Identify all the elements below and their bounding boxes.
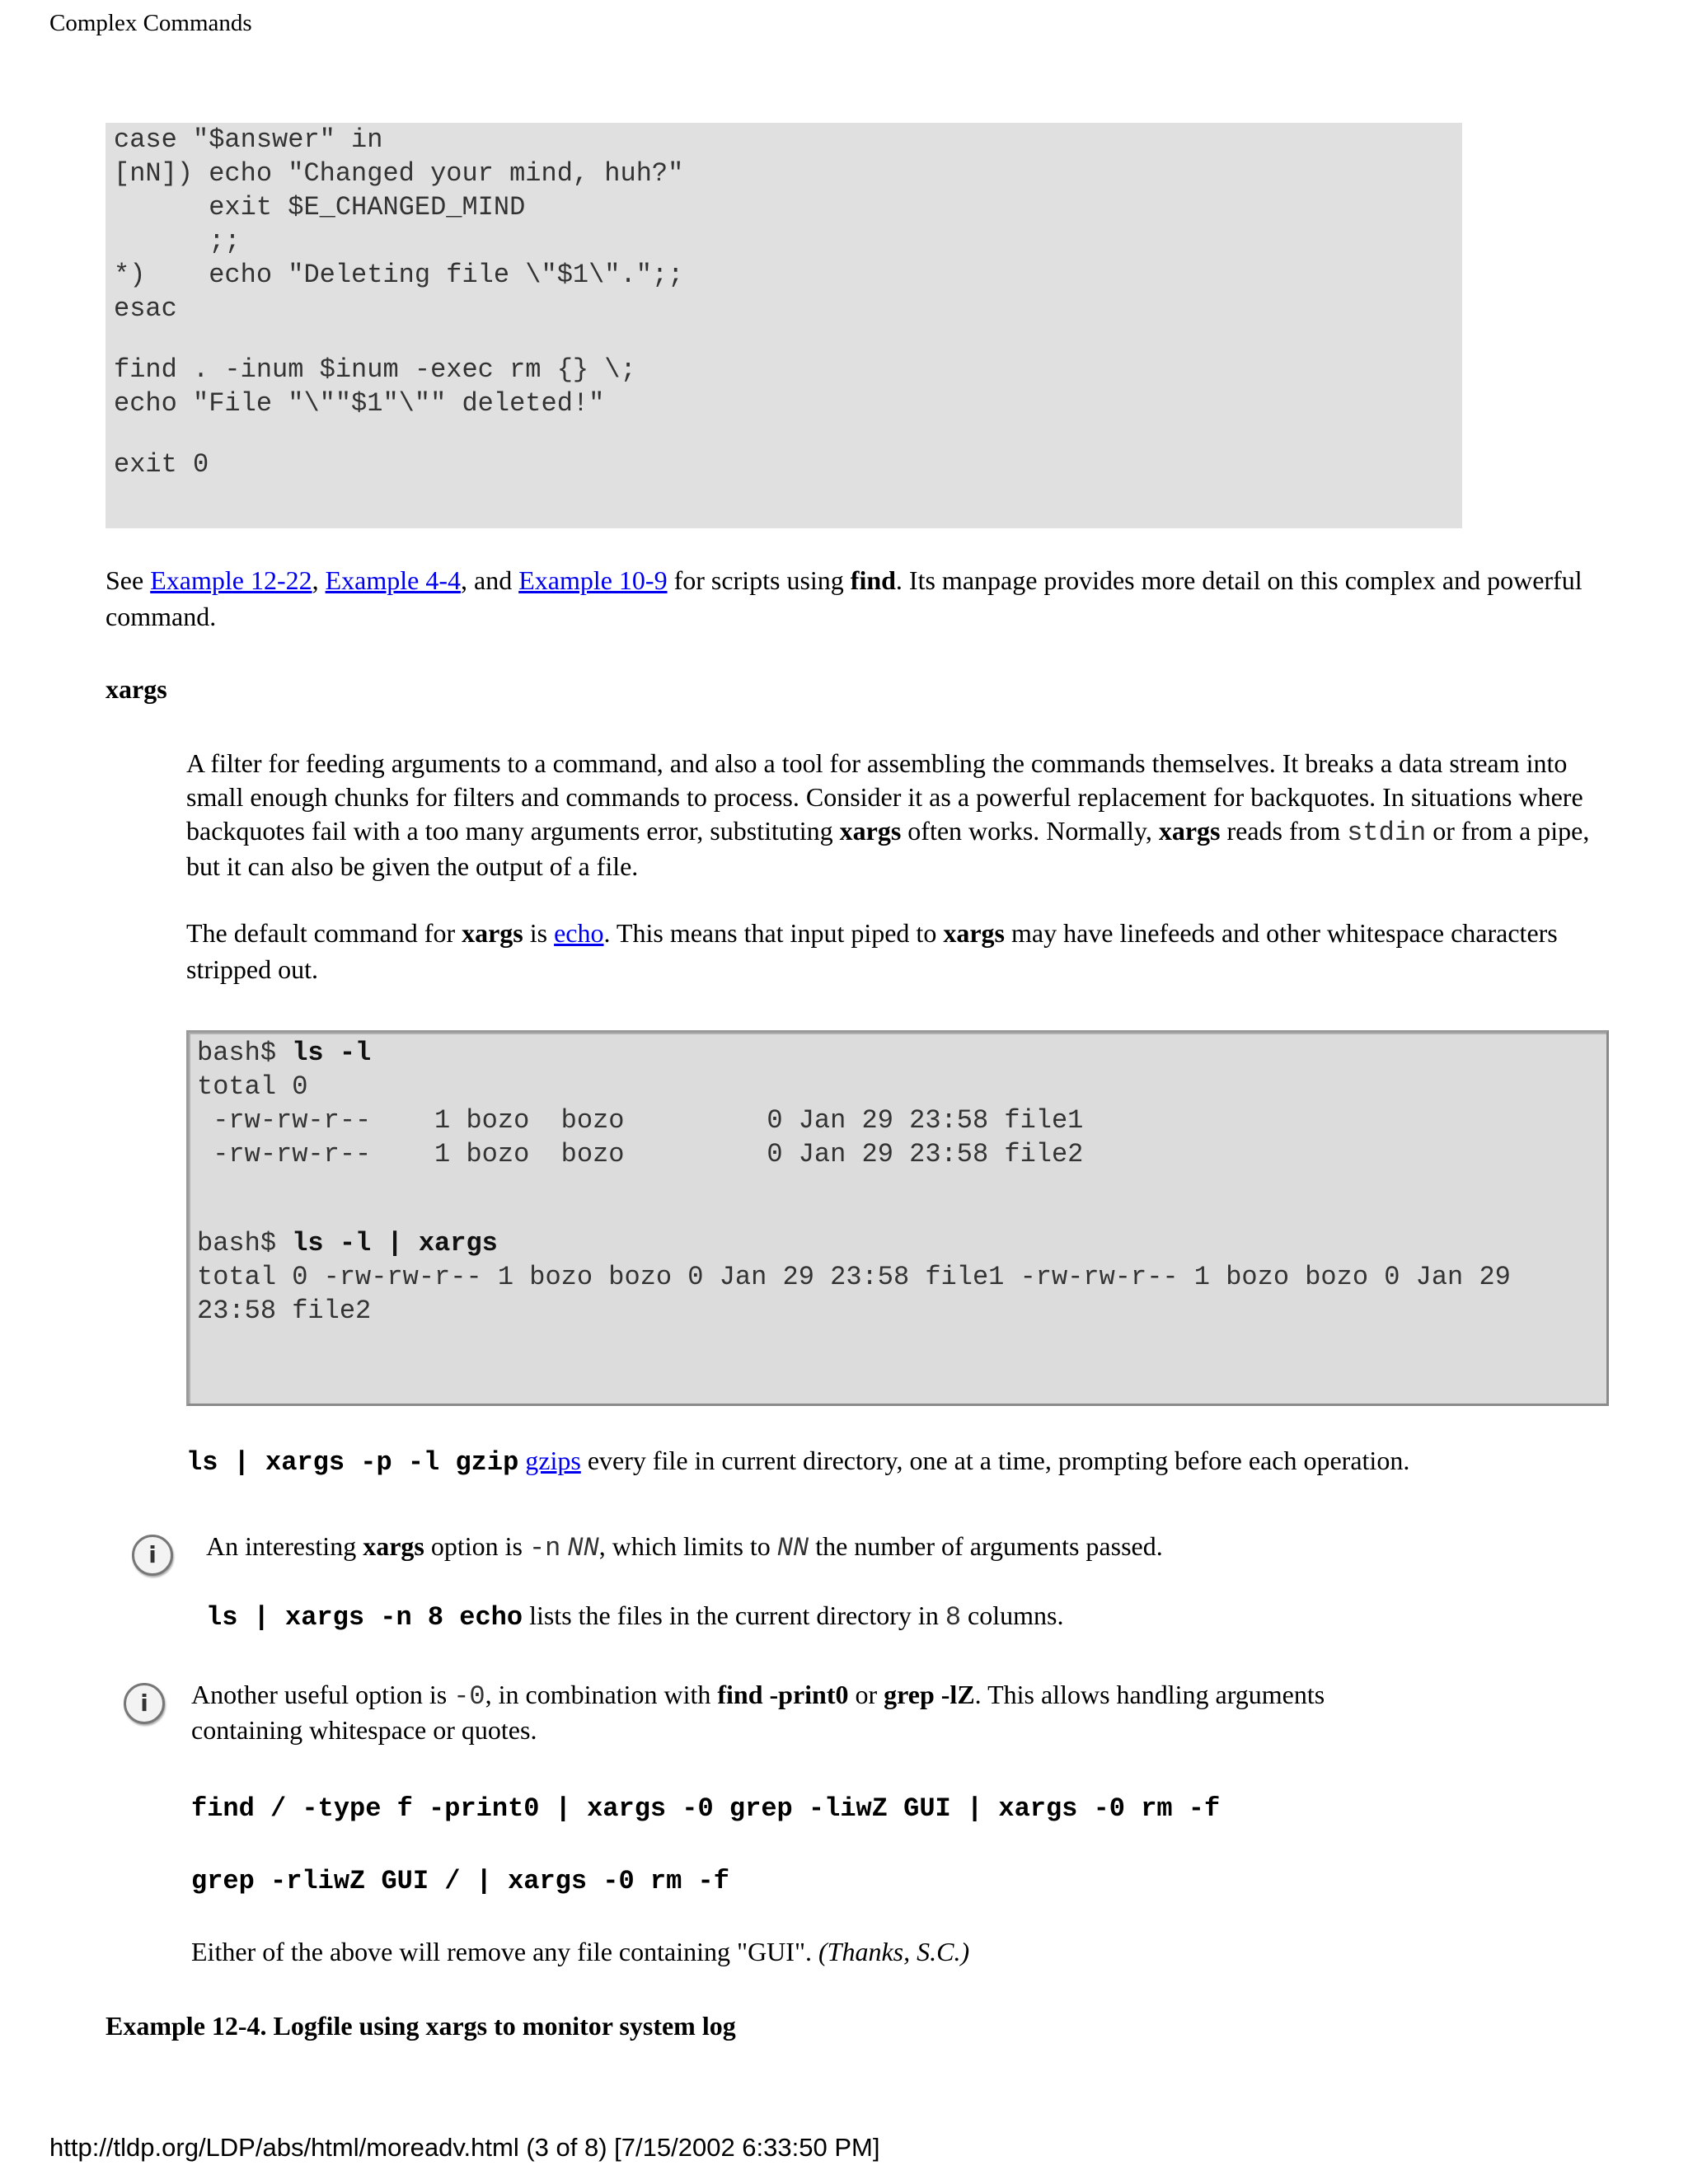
- link-example-4-4[interactable]: Example 4-4: [325, 565, 461, 595]
- bold-term: xargs: [943, 918, 1005, 948]
- text: is: [523, 918, 555, 948]
- text: An interesting: [206, 1531, 363, 1561]
- text: , and: [460, 565, 519, 595]
- find-print0-command: [191, 1792, 1220, 1824]
- note-n-option: [206, 1528, 1591, 1567]
- info-glyph: i: [140, 1690, 148, 1717]
- text: . Its manpage provides more detail on this complex and powerful command.: [106, 565, 1582, 631]
- code-block-find: [106, 123, 1462, 528]
- inline-code: stdin: [1347, 818, 1427, 848]
- screen-output-block: [186, 1030, 1609, 1406]
- code-line: find . -inum $inum -exec rm {} \;: [114, 354, 636, 385]
- link-echo[interactable]: echo: [554, 918, 604, 948]
- page-footer-url: http://tldp.org/LDP/abs/html/moreadv.html (3 of 8) [7/15/2002 6:33:50 PM]: [49, 2133, 880, 2162]
- inline-code: -n: [528, 1533, 561, 1563]
- text: every file in current directory, one at a time, prompting before each operation.: [580, 1446, 1410, 1475]
- bold-term: find: [850, 565, 896, 595]
- link-gzips[interactable]: gzips: [525, 1446, 581, 1475]
- info-icon: [132, 1535, 173, 1576]
- screen-line: total 0: [197, 1071, 308, 1102]
- code-line: *) echo "Deleting file \"$1\".";;: [114, 260, 684, 290]
- text: reads from: [1220, 816, 1348, 846]
- xargs-description: [186, 747, 1604, 883]
- prompt: bash$: [197, 1228, 293, 1258]
- text: or from a pipe, but it can also be given the output of a file.: [186, 816, 1590, 881]
- inline-code: 8: [945, 1602, 962, 1633]
- gzip-example-line: [186, 1446, 1604, 1478]
- bold-term: xargs: [839, 816, 902, 846]
- text: or: [848, 1680, 884, 1709]
- text: for scripts using: [667, 565, 851, 595]
- italic-credit: (Thanks, S.C.): [818, 1937, 970, 1966]
- bold-term: xargs: [462, 918, 523, 948]
- command: ls -l | xargs: [292, 1228, 498, 1258]
- command: ls | xargs -n 8 echo: [206, 1602, 523, 1633]
- code-line: case "$answer" in: [114, 124, 383, 155]
- command: ls | xargs -p -l gzip: [186, 1447, 519, 1478]
- text: The default command for: [186, 918, 462, 948]
- text: ,: [312, 565, 326, 595]
- command: find / -type f -print0 | xargs -0 grep -liwZ GUI | xargs -0 rm -f: [191, 1793, 1221, 1824]
- text: option is: [424, 1531, 529, 1561]
- command: grep -rliwZ GUI / | xargs -0 rm -f: [191, 1866, 729, 1896]
- info-icon: [124, 1683, 165, 1724]
- text: , which limits to: [598, 1531, 777, 1561]
- prompt: bash$: [197, 1038, 293, 1068]
- text: A filter for feeding arguments to a command, and also a tool for assembling the commands themselves. It breaks a data stream into small enough chunks for filters and commands to process. Consider it as a powerful replacement for backquotes. In situations where backquotes fail with a too many arguments error, substituting: [186, 748, 1583, 846]
- command: ls -l: [292, 1038, 372, 1068]
- bold-term: xargs: [363, 1531, 424, 1561]
- text: the number of arguments passed.: [809, 1531, 1163, 1561]
- link-example-10-9[interactable]: Example 10-9: [518, 565, 668, 595]
- text: Another useful option is: [191, 1680, 454, 1709]
- link-example-12-22[interactable]: Example 12-22: [150, 565, 312, 595]
- text: columns.: [961, 1601, 1064, 1630]
- screen-line: -rw-rw-r-- 1 bozo bozo 0 Jan 29 23:58 file2: [197, 1139, 1084, 1169]
- bold-term: grep -lZ: [884, 1680, 975, 1709]
- screen-line: [197, 1226, 498, 1260]
- screen-line: 23:58 file2: [197, 1296, 372, 1326]
- text: Either of the above will remove any file containing "GUI".: [191, 1937, 818, 1966]
- grep-rliwz-command: [191, 1864, 729, 1896]
- italic-term: NN: [776, 1533, 809, 1563]
- text: . This means that input piped to: [603, 918, 944, 948]
- code-line: exit $E_CHANGED_MIND: [114, 192, 526, 223]
- screen-line: [197, 1036, 371, 1070]
- page-header-title: Complex Commands: [49, 10, 252, 36]
- see-examples-paragraph: [106, 562, 1589, 635]
- text: . This allows handling arguments containing whitespace or quotes.: [191, 1680, 1325, 1745]
- code-line: echo "File "\""$1"\"" deleted!": [114, 388, 605, 419]
- text: , in combination with: [485, 1680, 718, 1709]
- bold-term: find -print0: [717, 1680, 849, 1709]
- code-line: [nN]) echo "Changed your mind, huh?": [114, 158, 684, 189]
- text: often works. Normally,: [901, 816, 1159, 846]
- xargs-default-paragraph: [186, 915, 1604, 987]
- code-line: ;;: [114, 226, 241, 256]
- example-title: Example 12-4. Logfile using xargs to monitor system log: [106, 2011, 736, 2041]
- text: may have linefeeds and other whitespace characters stripped out.: [186, 918, 1558, 984]
- screen-line: total 0 -rw-rw-r-- 1 bozo bozo 0 Jan 29 23:58 file1 -rw-rw-r-- 1 bozo bozo 0 Jan 29: [197, 1262, 1511, 1292]
- note-n-example: [206, 1601, 1591, 1633]
- note-thanks: [191, 1933, 1576, 1970]
- text: See: [106, 565, 151, 595]
- bold-term: xargs: [1158, 816, 1221, 846]
- screen-line: -rw-rw-r-- 1 bozo bozo 0 Jan 29 23:58 file1: [197, 1105, 1084, 1136]
- xargs-heading: xargs: [106, 674, 167, 704]
- code-line: esac: [114, 293, 177, 324]
- note-null-option: [191, 1678, 1428, 1747]
- text: lists the files in the current directory in: [523, 1601, 945, 1630]
- code-line: exit 0: [114, 449, 209, 480]
- info-glyph: i: [148, 1541, 157, 1568]
- inline-code: -0: [453, 1681, 485, 1712]
- italic-term: NN: [567, 1533, 599, 1563]
